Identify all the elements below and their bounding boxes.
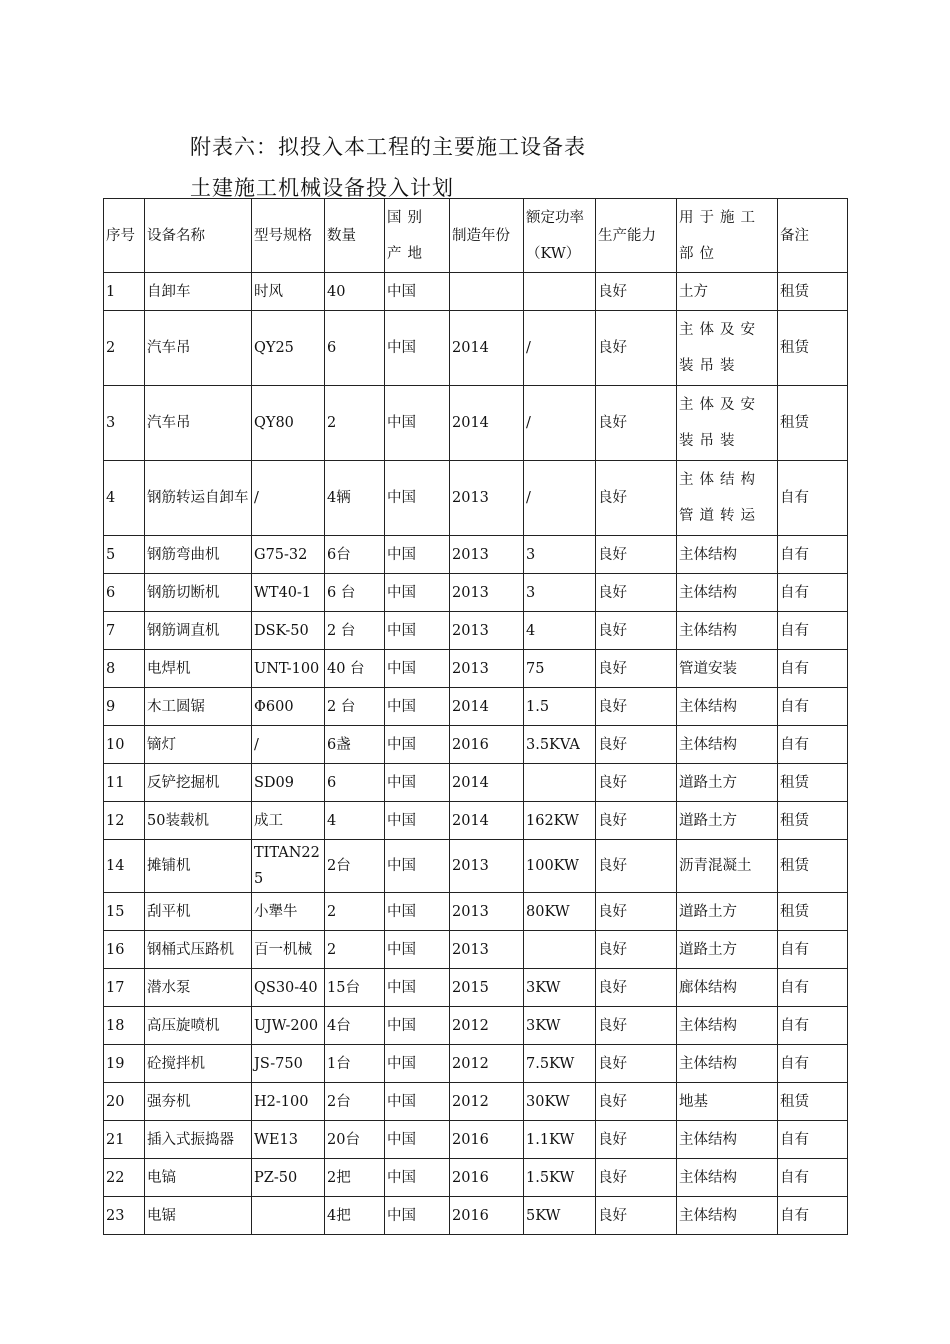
header-cell-seq: 序号 [104, 199, 145, 273]
header-cell-year: 制造年份 [450, 199, 524, 273]
cell-seq: 15 [104, 893, 145, 931]
cell-qty: 2把 [325, 1159, 385, 1197]
cell-remark: 自有 [778, 536, 848, 574]
cell-qty: 4台 [325, 1007, 385, 1045]
cell-seq: 20 [104, 1083, 145, 1121]
cell-remark: 自有 [778, 931, 848, 969]
cell-usage: 主体结构管道转运 [677, 461, 778, 536]
cell-capacity: 良好 [596, 802, 677, 840]
cell-remark: 自有 [778, 1121, 848, 1159]
cell-year: 2015 [450, 969, 524, 1007]
cell-seq: 22 [104, 1159, 145, 1197]
cell-year: 2014 [450, 386, 524, 461]
cell-origin: 中国 [385, 931, 450, 969]
cell-capacity: 良好 [596, 1083, 677, 1121]
cell-year: 2013 [450, 536, 524, 574]
cell-remark: 租赁 [778, 311, 848, 386]
cell-remark: 租赁 [778, 802, 848, 840]
cell-usage: 主体结构 [677, 1159, 778, 1197]
cell-year: 2013 [450, 650, 524, 688]
cell-qty: 20台 [325, 1121, 385, 1159]
cell-model: JS-750 [252, 1045, 325, 1083]
cell-capacity: 良好 [596, 612, 677, 650]
cell-seq: 16 [104, 931, 145, 969]
table-row [104, 969, 848, 1007]
cell-name: 汽车吊 [145, 386, 252, 461]
cell-qty: 4把 [325, 1197, 385, 1235]
cell-capacity: 良好 [596, 650, 677, 688]
cell-power [524, 764, 596, 802]
cell-power: 3 [524, 536, 596, 574]
cell-capacity: 良好 [596, 688, 677, 726]
cell-name: 电焊机 [145, 650, 252, 688]
cell-usage: 主体结构 [677, 1007, 778, 1045]
table-row [104, 574, 848, 612]
cell-power: 4 [524, 612, 596, 650]
cell-usage: 主体结构 [677, 612, 778, 650]
cell-qty: 4 [325, 802, 385, 840]
cell-name: 钢筋弯曲机 [145, 536, 252, 574]
cell-year: 2013 [450, 612, 524, 650]
cell-qty: 2 [325, 386, 385, 461]
cell-origin: 中国 [385, 1083, 450, 1121]
cell-capacity: 良好 [596, 311, 677, 386]
table-body [104, 273, 848, 1235]
cell-year: 2016 [450, 1197, 524, 1235]
cell-capacity: 良好 [596, 386, 677, 461]
cell-origin: 中国 [385, 574, 450, 612]
cell-remark: 租赁 [778, 764, 848, 802]
cell-year: 2013 [450, 461, 524, 536]
table-header-row [104, 199, 848, 273]
header-cell-model: 型号规格 [252, 199, 325, 273]
cell-remark: 自有 [778, 726, 848, 764]
cell-origin: 中国 [385, 650, 450, 688]
cell-name: 自卸车 [145, 273, 252, 311]
table-row [104, 726, 848, 764]
cell-name: 潜水泵 [145, 969, 252, 1007]
cell-usage: 管道安装 [677, 650, 778, 688]
cell-year: 2014 [450, 311, 524, 386]
cell-year: 2013 [450, 840, 524, 893]
cell-name: 插入式振捣器 [145, 1121, 252, 1159]
cell-year: 2012 [450, 1007, 524, 1045]
cell-qty: 2 [325, 893, 385, 931]
cell-power: / [524, 386, 596, 461]
table-row [104, 840, 848, 893]
cell-power: 3KW [524, 969, 596, 1007]
cell-model: QY80 [252, 386, 325, 461]
page-subtitle: 土建施工机械设备投入计划 [190, 176, 454, 200]
cell-seq: 10 [104, 726, 145, 764]
cell-origin: 中国 [385, 764, 450, 802]
header-cell-name: 设备名称 [145, 199, 252, 273]
cell-model: PZ-50 [252, 1159, 325, 1197]
cell-power: / [524, 461, 596, 536]
cell-remark: 自有 [778, 969, 848, 1007]
header-cell-origin: 国别产地 [385, 199, 450, 273]
cell-usage: 地基 [677, 1083, 778, 1121]
cell-remark: 租赁 [778, 893, 848, 931]
cell-seq: 7 [104, 612, 145, 650]
cell-qty: 2 台 [325, 612, 385, 650]
cell-name: 钢桶式压路机 [145, 931, 252, 969]
cell-capacity: 良好 [596, 1045, 677, 1083]
cell-capacity: 良好 [596, 893, 677, 931]
cell-model: UJW-200 [252, 1007, 325, 1045]
table-row [104, 273, 848, 311]
cell-capacity: 良好 [596, 931, 677, 969]
cell-power: / [524, 311, 596, 386]
cell-origin: 中国 [385, 1045, 450, 1083]
cell-qty: 40 台 [325, 650, 385, 688]
cell-seq: 9 [104, 688, 145, 726]
cell-name: 砼搅拌机 [145, 1045, 252, 1083]
cell-power: 1.1KW [524, 1121, 596, 1159]
cell-usage: 道路土方 [677, 802, 778, 840]
cell-model [252, 1197, 325, 1235]
cell-name: 高压旋喷机 [145, 1007, 252, 1045]
cell-origin: 中国 [385, 802, 450, 840]
cell-usage: 道路土方 [677, 931, 778, 969]
cell-remark: 自有 [778, 688, 848, 726]
cell-seq: 14 [104, 840, 145, 893]
cell-origin: 中国 [385, 893, 450, 931]
cell-year: 2016 [450, 726, 524, 764]
table-row [104, 612, 848, 650]
cell-qty: 6 [325, 311, 385, 386]
cell-remark: 自有 [778, 574, 848, 612]
cell-origin: 中国 [385, 273, 450, 311]
cell-usage: 主体结构 [677, 1045, 778, 1083]
cell-power: 1.5 [524, 688, 596, 726]
cell-qty: 2台 [325, 1083, 385, 1121]
table-row [104, 1197, 848, 1235]
cell-capacity: 良好 [596, 764, 677, 802]
header-cell-remark: 备注 [778, 199, 848, 273]
cell-name: 镝灯 [145, 726, 252, 764]
table-row [104, 1045, 848, 1083]
cell-qty: 2 台 [325, 688, 385, 726]
cell-qty: 6 [325, 764, 385, 802]
cell-origin: 中国 [385, 461, 450, 536]
cell-remark: 自有 [778, 461, 848, 536]
cell-name: 电锯 [145, 1197, 252, 1235]
cell-seq: 18 [104, 1007, 145, 1045]
cell-model: 成工 [252, 802, 325, 840]
cell-qty: 4辆 [325, 461, 385, 536]
header-cell-qty: 数量 [325, 199, 385, 273]
table-row [104, 386, 848, 461]
cell-usage: 沥青混凝土 [677, 840, 778, 893]
cell-capacity: 良好 [596, 273, 677, 311]
cell-qty: 2 [325, 931, 385, 969]
cell-qty: 2台 [325, 840, 385, 893]
cell-seq: 4 [104, 461, 145, 536]
cell-year: 2012 [450, 1045, 524, 1083]
cell-power: 1.5KW [524, 1159, 596, 1197]
cell-power [524, 273, 596, 311]
cell-power: 162KW [524, 802, 596, 840]
cell-seq: 12 [104, 802, 145, 840]
cell-origin: 中国 [385, 311, 450, 386]
cell-power: 30KW [524, 1083, 596, 1121]
cell-usage: 主体及安装吊装 [677, 311, 778, 386]
cell-model: WT40-1 [252, 574, 325, 612]
table-row [104, 461, 848, 536]
cell-origin: 中国 [385, 1159, 450, 1197]
cell-capacity: 良好 [596, 969, 677, 1007]
cell-model: TITAN225 [252, 840, 325, 893]
cell-name: 钢筋切断机 [145, 574, 252, 612]
cell-capacity: 良好 [596, 1121, 677, 1159]
cell-seq: 11 [104, 764, 145, 802]
cell-usage: 廊体结构 [677, 969, 778, 1007]
table-row [104, 1159, 848, 1197]
cell-model: / [252, 726, 325, 764]
cell-model: 时风 [252, 273, 325, 311]
cell-year: 2013 [450, 931, 524, 969]
cell-seq: 19 [104, 1045, 145, 1083]
cell-usage: 主体结构 [677, 536, 778, 574]
cell-qty: 1台 [325, 1045, 385, 1083]
cell-name: 木工圆锯 [145, 688, 252, 726]
cell-year: 2016 [450, 1121, 524, 1159]
page-title: 附表六：拟投入本工程的主要施工设备表 [190, 135, 586, 159]
cell-remark: 自有 [778, 1159, 848, 1197]
cell-capacity: 良好 [596, 1007, 677, 1045]
cell-power: 80KW [524, 893, 596, 931]
cell-capacity: 良好 [596, 574, 677, 612]
cell-remark: 自有 [778, 1045, 848, 1083]
cell-remark: 租赁 [778, 386, 848, 461]
cell-usage: 道路土方 [677, 893, 778, 931]
cell-origin: 中国 [385, 1121, 450, 1159]
cell-capacity: 良好 [596, 461, 677, 536]
header-cell-power: 额定功率（KW） [524, 199, 596, 273]
cell-origin: 中国 [385, 1007, 450, 1045]
cell-model: SD09 [252, 764, 325, 802]
cell-power: 3KW [524, 1007, 596, 1045]
cell-model: 小犟牛 [252, 893, 325, 931]
cell-power: 5KW [524, 1197, 596, 1235]
table-row [104, 1121, 848, 1159]
cell-name: 反铲挖掘机 [145, 764, 252, 802]
cell-seq: 1 [104, 273, 145, 311]
cell-seq: 23 [104, 1197, 145, 1235]
cell-qty: 40 [325, 273, 385, 311]
cell-origin: 中国 [385, 386, 450, 461]
cell-seq: 3 [104, 386, 145, 461]
cell-usage: 主体结构 [677, 688, 778, 726]
cell-power: 3 [524, 574, 596, 612]
cell-origin: 中国 [385, 840, 450, 893]
header-cell-usage: 用于施工部位 [677, 199, 778, 273]
table-row [104, 893, 848, 931]
cell-origin: 中国 [385, 688, 450, 726]
cell-model: QY25 [252, 311, 325, 386]
table-row [104, 802, 848, 840]
cell-seq: 2 [104, 311, 145, 386]
cell-year: 2013 [450, 893, 524, 931]
cell-year: 2016 [450, 1159, 524, 1197]
cell-model: DSK-50 [252, 612, 325, 650]
cell-model: WE13 [252, 1121, 325, 1159]
cell-name: 50装载机 [145, 802, 252, 840]
cell-model: QS30-40 [252, 969, 325, 1007]
cell-power: 7.5KW [524, 1045, 596, 1083]
table-row [104, 536, 848, 574]
cell-origin: 中国 [385, 1197, 450, 1235]
cell-usage: 道路土方 [677, 764, 778, 802]
cell-seq: 6 [104, 574, 145, 612]
cell-seq: 8 [104, 650, 145, 688]
cell-year [450, 273, 524, 311]
cell-usage: 主体及安装吊装 [677, 386, 778, 461]
cell-qty: 6盏 [325, 726, 385, 764]
cell-usage: 土方 [677, 273, 778, 311]
cell-name: 钢筋转运自卸车 [145, 461, 252, 536]
cell-model: / [252, 461, 325, 536]
cell-capacity: 良好 [596, 1197, 677, 1235]
cell-model: Φ600 [252, 688, 325, 726]
cell-origin: 中国 [385, 726, 450, 764]
cell-name: 电镐 [145, 1159, 252, 1197]
cell-usage: 主体结构 [677, 574, 778, 612]
cell-power: 3.5KVA [524, 726, 596, 764]
equipment-table [103, 198, 848, 1235]
cell-model: H2-100 [252, 1083, 325, 1121]
cell-capacity: 良好 [596, 1159, 677, 1197]
cell-model: UNT-100 [252, 650, 325, 688]
cell-qty: 15台 [325, 969, 385, 1007]
cell-qty: 6台 [325, 536, 385, 574]
table-row [104, 931, 848, 969]
cell-model: G75-32 [252, 536, 325, 574]
header-cell-capacity: 生产能力 [596, 199, 677, 273]
table-row [104, 764, 848, 802]
table-row [104, 311, 848, 386]
cell-seq: 5 [104, 536, 145, 574]
cell-remark: 自有 [778, 1007, 848, 1045]
cell-name: 钢筋调直机 [145, 612, 252, 650]
cell-power: 100KW [524, 840, 596, 893]
cell-capacity: 良好 [596, 726, 677, 764]
cell-name: 强夯机 [145, 1083, 252, 1121]
cell-model: 百一机械 [252, 931, 325, 969]
cell-origin: 中国 [385, 536, 450, 574]
cell-year: 2013 [450, 574, 524, 612]
cell-year: 2014 [450, 688, 524, 726]
table-row [104, 1083, 848, 1121]
cell-seq: 21 [104, 1121, 145, 1159]
cell-remark: 自有 [778, 650, 848, 688]
cell-power: 75 [524, 650, 596, 688]
cell-remark: 自有 [778, 1197, 848, 1235]
table-row [104, 650, 848, 688]
cell-remark: 租赁 [778, 1083, 848, 1121]
cell-name: 汽车吊 [145, 311, 252, 386]
cell-origin: 中国 [385, 969, 450, 1007]
cell-year: 2014 [450, 802, 524, 840]
cell-qty: 6 台 [325, 574, 385, 612]
table-row [104, 1007, 848, 1045]
table-row [104, 688, 848, 726]
cell-usage: 主体结构 [677, 1197, 778, 1235]
cell-year: 2012 [450, 1083, 524, 1121]
cell-year: 2014 [450, 764, 524, 802]
cell-usage: 主体结构 [677, 1121, 778, 1159]
cell-capacity: 良好 [596, 840, 677, 893]
cell-name: 刮平机 [145, 893, 252, 931]
cell-remark: 自有 [778, 612, 848, 650]
cell-usage: 主体结构 [677, 726, 778, 764]
cell-capacity: 良好 [596, 536, 677, 574]
cell-remark: 租赁 [778, 840, 848, 893]
cell-power [524, 931, 596, 969]
cell-remark: 租赁 [778, 273, 848, 311]
cell-seq: 17 [104, 969, 145, 1007]
cell-origin: 中国 [385, 612, 450, 650]
cell-name: 摊铺机 [145, 840, 252, 893]
